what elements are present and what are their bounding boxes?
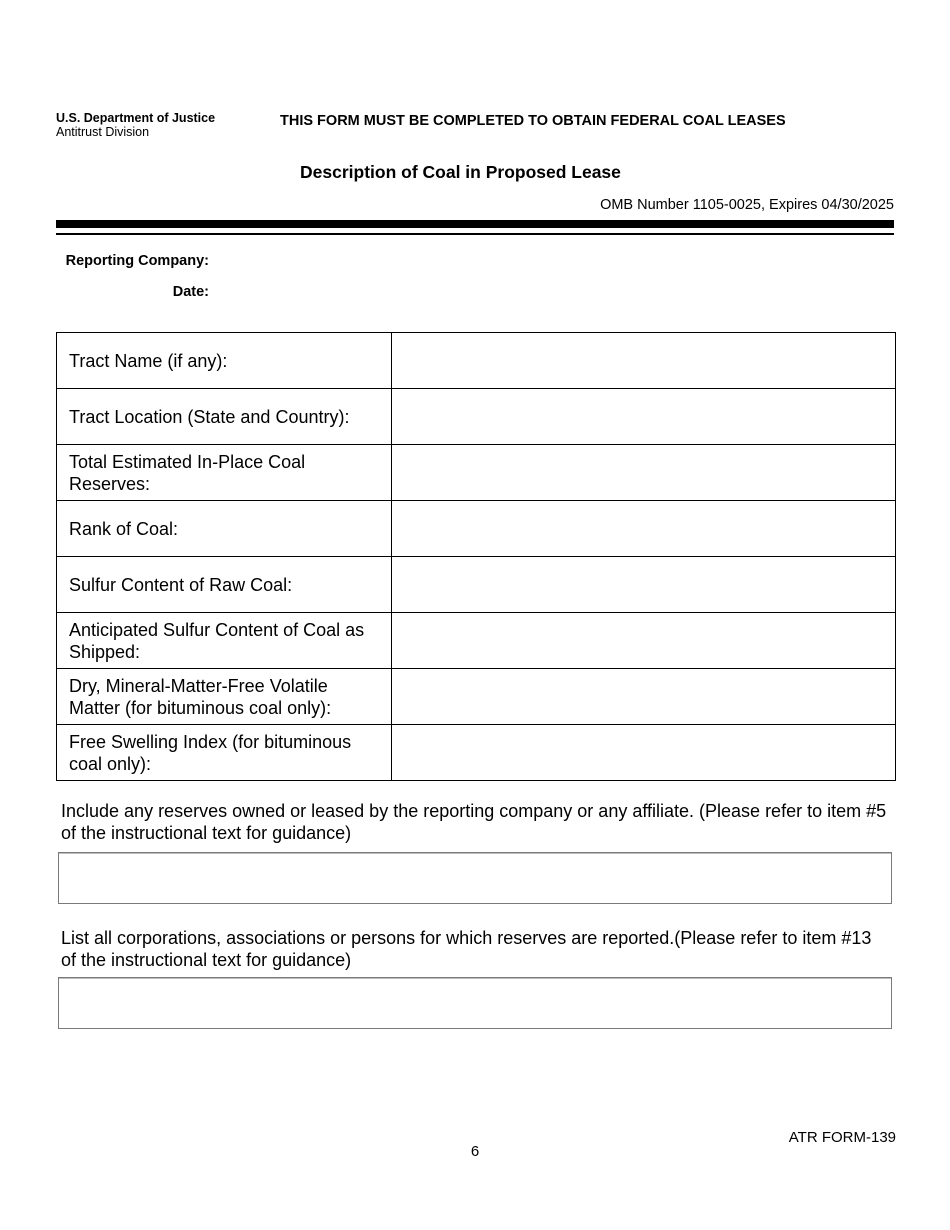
page-number: 6 [470,1143,480,1160]
row-value-free-swelling-index[interactable] [392,725,896,781]
row-value-total-reserves[interactable] [392,445,896,501]
row-label-rank-of-coal: Rank of Coal: [57,501,392,557]
row-value-rank-of-coal[interactable] [392,501,896,557]
table-row [57,557,896,613]
row-label-total-reserves: Total Estimated In-Place Coal Reserves: [57,445,392,501]
row-label-tract-name: Tract Name (if any): [57,333,392,389]
coal-description-table [56,332,896,781]
corporations-text-box[interactable] [58,977,892,1029]
date-label: Date: [172,284,209,300]
table-row [57,445,896,501]
table-row [57,669,896,725]
table-row [57,725,896,781]
row-value-sulfur-raw[interactable] [392,557,896,613]
table-row [57,613,896,669]
row-label-volatile-matter: Dry, Mineral-Matter-Free Volatile Matter (for bituminous coal only): [57,669,392,725]
page-title: Description of Coal in Proposed Lease [300,162,621,182]
reserves-text-box[interactable] [58,852,892,904]
department-name: U.S. Department of Justice [56,111,216,125]
omb-number: OMB Number 1105-0025, Expires 04/30/2025 [600,197,894,213]
row-label-tract-location: Tract Location (State and Country): [57,389,392,445]
header-rule-thick [56,220,894,228]
form-identifier: ATR FORM-139 [788,1129,896,1146]
form-notice: THIS FORM MUST BE COMPLETED TO OBTAIN FEDERAL COAL LEASES [280,113,786,129]
table-row [57,389,896,445]
reserves-instruction: Include any reserves owned or leased by the reporting company or any affiliate. (Please refer to item #5 of the instructional text for guidance) [61,801,887,843]
corporations-instruction: List all corporations, associations or persons for which reserves are reported.(Please refer to item #13 of the instructional text for guidance) [61,928,872,970]
row-value-tract-name[interactable] [392,333,896,389]
row-label-sulfur-raw: Sulfur Content of Raw Coal: [57,557,392,613]
division-name: Antitrust Division [56,125,150,139]
table-row [57,333,896,389]
row-value-sulfur-shipped[interactable] [392,613,896,669]
row-value-tract-location[interactable] [392,389,896,445]
table-row [57,501,896,557]
row-value-volatile-matter[interactable] [392,669,896,725]
reporting-company-label: Reporting Company: [65,253,209,269]
header-rule-thin [56,233,894,235]
row-label-sulfur-shipped: Anticipated Sulfur Content of Coal as Shipped: [57,613,392,669]
row-label-free-swelling-index: Free Swelling Index (for bituminous coal only): [57,725,392,781]
